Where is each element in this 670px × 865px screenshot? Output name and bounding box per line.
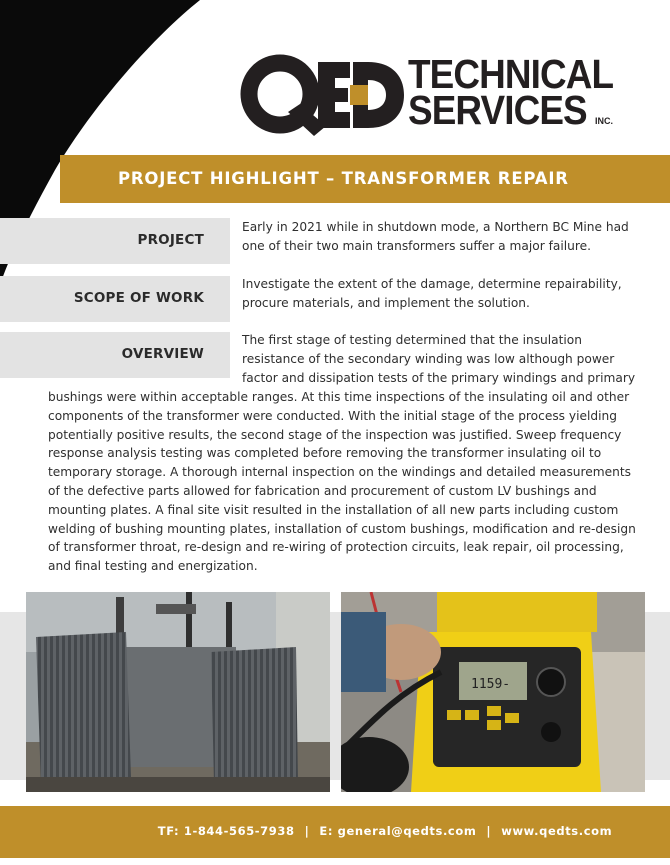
footer-separator: | bbox=[486, 824, 492, 838]
overview-intro-text: The first stage of testing determined that the insulation resistance of the secondary winding was low although power factor and dissipation tests of the primary windings and primary bbox=[242, 333, 636, 385]
scope-label-box bbox=[0, 276, 230, 322]
insulation-tester-photo bbox=[341, 592, 645, 792]
brand-suffix: INC. bbox=[595, 116, 613, 126]
scope-label: SCOPE OF WORK bbox=[73, 290, 204, 306]
footer-email-link[interactable]: E: general@qedts.com bbox=[319, 824, 477, 838]
footer-contact-line bbox=[0, 824, 670, 838]
footer-separator: | bbox=[304, 824, 310, 838]
brand-name-line1: TECHNICAL bbox=[408, 51, 614, 97]
company-logo bbox=[240, 50, 620, 140]
page-title: PROJECT HIGHLIGHT – TRANSFORMER REPAIR bbox=[118, 169, 569, 188]
footer-phone: TF: 1-844-565-7938 bbox=[157, 824, 295, 838]
title-banner bbox=[60, 155, 670, 203]
brand-name-line2: SERVICES bbox=[408, 87, 587, 133]
contact-footer bbox=[0, 806, 670, 858]
project-label-box bbox=[0, 218, 230, 264]
footer-website-link[interactable]: www.qedts.com bbox=[501, 824, 613, 838]
qed-logo-mark-icon bbox=[240, 50, 405, 140]
transformer-photo bbox=[26, 592, 330, 792]
scope-text: Investigate the extent of the damage, determine repairability, procure materials, and implement the solution. bbox=[242, 277, 622, 310]
overview-body-text: bushings were within acceptable ranges. At this time inspections of the insulating oil and other components of the transformer were conducted. With the initial stage of the process yielding potentially positive results, the second stage of the inspection was justified. Sweep frequency response analysis testing was completed before removing the transformer insulating oil to temporary storage. A thorough internal inspection on the windings and detailed measurements of the defective parts allowed for fabrication and procurement of custom LV bushings and mounting plates. A final site visit resulted in the installation of all new parts including custom welding of bushing mounting plates, installation of custom bushings, modification and re-design of transformer throat, re-design and re-wiring of protection circuits, leak repair, oil processing, and final testing and energization. bbox=[48, 390, 636, 574]
meter-display-readout: 1159- bbox=[471, 677, 511, 692]
overview-label-box bbox=[0, 332, 230, 378]
project-text: Early in 2021 while in shutdown mode, a Northern BC Mine had one of their two main transformers suffer a major failure. bbox=[242, 220, 629, 253]
project-label: PROJECT bbox=[137, 232, 204, 248]
overview-label: OVERVIEW bbox=[121, 346, 204, 362]
